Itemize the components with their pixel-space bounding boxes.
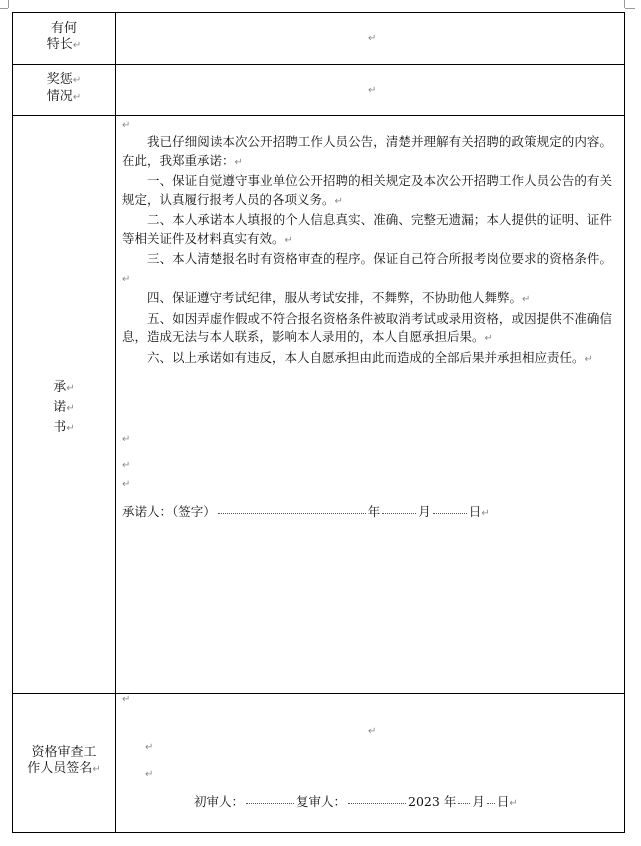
day-blank[interactable]	[433, 513, 467, 514]
crop-mark-left	[8, 0, 9, 8]
pledge-blank-mark-3: ↵	[122, 479, 131, 490]
review-year: 2023	[408, 794, 440, 809]
specialty-value-cell[interactable]: ↵	[368, 33, 377, 44]
review-label: 资格审查工 作人员签名↵	[27, 745, 101, 776]
table-border-bottom	[12, 832, 625, 833]
pledge-top-mark: ↵	[122, 120, 131, 131]
review-day-blank[interactable]	[487, 803, 495, 804]
specialty-label: 有何 特长↵	[46, 21, 82, 52]
pledge-item-3: 三、本人清楚报名时有资格审查的程序。保证自己符合所报考岗位要求的资格条件。↵	[122, 251, 612, 285]
month-blank[interactable]	[382, 513, 416, 514]
review-mark-1: ↵	[122, 694, 131, 705]
signature-blank[interactable]	[218, 513, 366, 514]
first-reviewer-label: 初审人：	[194, 794, 245, 809]
second-reviewer-blank[interactable]	[348, 803, 406, 804]
row-divider-3	[12, 693, 625, 694]
pledge-item-2: 二、本人承诺本人填报的个人信息真实、准确、完整无遗漏；本人提供的证明、证件等相关证件及材料真实有效。↵	[122, 212, 612, 246]
review-mark-4: ↵	[145, 769, 154, 780]
review-month-blank[interactable]	[458, 803, 470, 804]
pledge-blank-mark-1: ↵	[122, 434, 131, 445]
crop-mark-right	[624, 0, 625, 8]
awards-label: 奖惩↵ 情况↵	[46, 72, 82, 104]
pledge-intro: 我已仔细阅读本次公开招聘工作人员公告，清楚并理解有关招聘的政策规定的内容。在此，我郑重承诺：↵	[122, 134, 612, 168]
first-reviewer-blank[interactable]	[246, 803, 294, 804]
table-border-right	[624, 12, 625, 833]
signature-line[interactable]: 承诺人：（签字） 年 月 日↵	[122, 504, 490, 519]
pledge-item-5: 五、如因弄虚作假或不符合报名资格条件被取消考试或录用资格，或因提供不准确信息，造成无法与本人联系，影响本人录用的，本人自愿承担后果。↵	[122, 310, 612, 344]
row-divider-2	[12, 115, 625, 116]
pledge-item-6: 六、以上承诺如有违反，本人自愿承担由此而造成的全部后果并承担相应责任。↵	[147, 349, 593, 365]
row-divider-1	[12, 64, 625, 65]
pledge-blank-mark-2: ↵	[122, 460, 131, 471]
crop-mark-right-h	[625, 8, 635, 9]
review-signature-line[interactable]: 初审人： 复审人： 2023 年 月 日↵	[194, 794, 518, 809]
review-mark-3: ↵	[145, 742, 154, 753]
pledge-item-1: 一、保证自觉遵守事业单位公开招聘的相关规定及本次公开招聘工作人员公告的有关规定，认真履行报考人员的各项义务。↵	[122, 173, 612, 207]
table-border-top	[12, 12, 625, 13]
second-reviewer-label: 复审人：	[296, 794, 347, 809]
pledge-item-4: 四、保证遵守考试纪律，服从考试安排，不舞弊，不协助他人舞弊。↵	[147, 290, 531, 305]
review-mark-2: ↵	[368, 726, 377, 737]
pledge-text	[122, 133, 612, 369]
awards-value-cell[interactable]: ↵	[368, 85, 377, 96]
pledge-label: 承↵ 诺↵ 书↵	[53, 380, 75, 435]
signer-label: 承诺人：（签字）	[122, 504, 216, 519]
crop-mark-left-h	[0, 8, 8, 9]
